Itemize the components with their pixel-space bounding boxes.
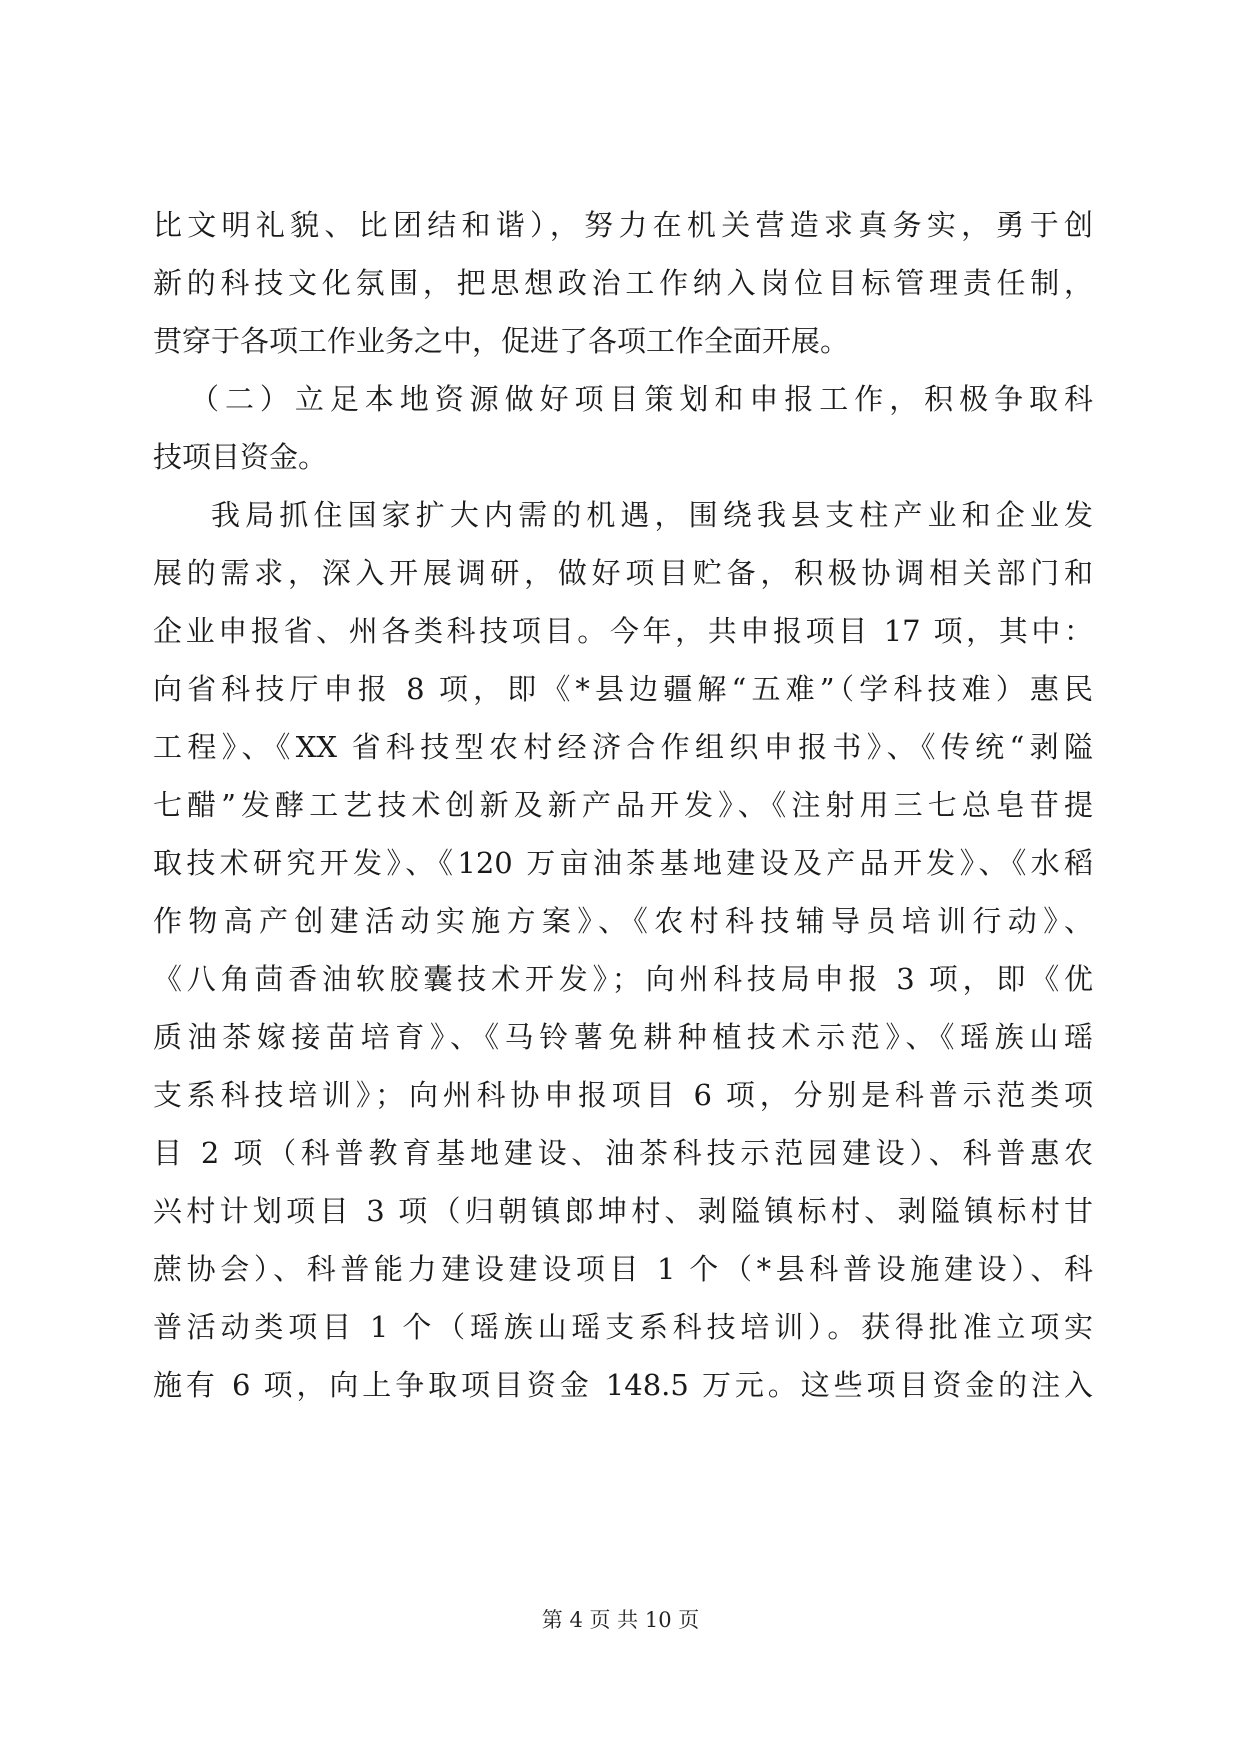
- page-number-footer: 第 4 页 共 10 页: [541, 1608, 700, 1632]
- text-line: 新的科技文化氛围，把思想政治工作纳入岗位目标管理责任制，: [153, 266, 1093, 300]
- text-line: 《八角茴香油软胶囊技术开发》；向州科技局申报 3 项，即《优: [153, 962, 1093, 996]
- text-line: 质油茶嫁接苗培育》、《马铃薯免耕种植技术示范》、《瑶族山瑶: [153, 1020, 1093, 1054]
- text-line: 施有 6 项，向上争取项目资金 148.5 万元。这些项目资金的注入: [153, 1368, 1093, 1402]
- text-line: 蔗协会）、科普能力建设建设项目 1 个（*县科普设施建设）、科: [153, 1252, 1093, 1286]
- text-line: 企业申报省、州各类科技项目。今年，共申报项目 17 项，其中：: [153, 614, 1093, 648]
- text-line: 兴村计划项目 3 项（归朝镇郎坤村、剥隘镇标村、剥隘镇标村甘: [153, 1194, 1093, 1228]
- text-line: 支系科技培训》；向州科协申报项目 6 项，分别是科普示范类项: [153, 1078, 1093, 1112]
- text-line: 目 2 项（科普教育基地建设、油茶科技示范园建设）、科普惠农: [153, 1136, 1093, 1170]
- document-body: [153, 196, 1093, 1414]
- text-line: 展的需求，深入开展调研，做好项目贮备，积极协调相关部门和: [153, 556, 1093, 590]
- text-line: 比文明礼貌、比团结和谐），努力在机关营造求真务实，勇于创: [153, 208, 1093, 242]
- text-line: 普活动类项目 1 个（瑶族山瑶支系科技培训）。获得批准立项实: [153, 1310, 1093, 1344]
- text-line: 向省科技厅申报 8 项，即《*县边疆解“五难”（学科技难）惠民: [153, 672, 1093, 706]
- section-heading-line: （二）立足本地资源做好项目策划和申报工作，积极争取科: [190, 382, 1093, 416]
- text-line: 七醋”发酵工艺技术创新及新产品开发》、《注射用三七总皂苷提: [153, 788, 1093, 822]
- text-line: 作物高产创建活动实施方案》、《农村科技辅导员培训行动》、: [153, 904, 1093, 938]
- text-line: 贯穿于各项工作业务之中，促进了各项工作全面开展。: [153, 324, 850, 358]
- section-heading-line: 技项目资金。: [153, 440, 328, 474]
- text-line: 取技术研究开发》、《120 万亩油茶基地建设及产品开发》、《水稻: [153, 846, 1093, 880]
- text-line: 工程》、《XX 省科技型农村经济合作组织申报书》、《传统“剥隘: [153, 730, 1093, 764]
- paragraph-first-line: 我局抓住国家扩大内需的机遇，围绕我县支柱产业和企业发: [211, 498, 1093, 532]
